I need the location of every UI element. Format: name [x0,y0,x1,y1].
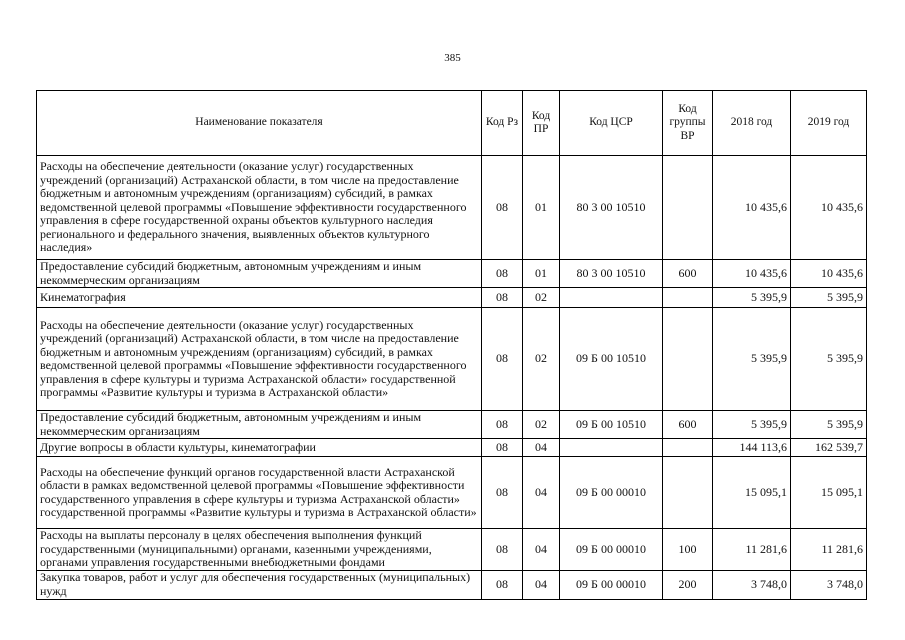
table-row [37,529,867,571]
header-pr: Код ПР [523,91,560,156]
row-pr: 02 [523,288,560,308]
row-2018: 3 748,0 [713,570,791,599]
table-row [37,156,867,260]
row-2019: 11 281,6 [791,529,867,571]
row-pr: 04 [523,457,560,529]
row-name: Закупка товаров, работ и услуг для обеспечения государственных (муниципальных) нужд [37,570,482,599]
row-pr: 02 [523,411,560,439]
header-csr: Код ЦСР [560,91,663,156]
row-2019: 5 395,9 [791,411,867,439]
row-pr: 04 [523,439,560,457]
row-name: Другие вопросы в области культуры, кинематографии [37,439,482,457]
row-rz: 08 [482,308,523,411]
row-vr [663,457,713,529]
row-rz: 08 [482,570,523,599]
row-2019: 3 748,0 [791,570,867,599]
table-row [37,439,867,457]
row-2019: 162 539,7 [791,439,867,457]
header-vr: Код группы ВР [663,91,713,156]
row-2018: 10 435,6 [713,260,791,288]
row-2018: 5 395,9 [713,288,791,308]
row-vr: 100 [663,529,713,571]
row-vr [663,156,713,260]
header-name: Наименование показателя [37,91,482,156]
row-2018: 11 281,6 [713,529,791,571]
row-csr: 09 Б 00 10510 [560,308,663,411]
row-rz: 08 [482,260,523,288]
row-2019: 10 435,6 [791,156,867,260]
row-pr: 04 [523,570,560,599]
row-name: Кинематография [37,288,482,308]
row-2018: 5 395,9 [713,308,791,411]
row-2018: 5 395,9 [713,411,791,439]
row-csr [560,288,663,308]
row-pr: 04 [523,529,560,571]
row-rz: 08 [482,457,523,529]
row-2018: 10 435,6 [713,156,791,260]
row-name: Расходы на обеспечение функций органов государственной власти Астраханской области в рамках ведомственной целевой программы «Повышение эффективности государственного управления в сфере культуры и туризма Астраханской области» государственной программы «Развитие культуры и туризма в Астраханской области» [37,457,482,529]
row-name: Предоставление субсидий бюджетным, автономным учреждениям и иным некоммерческим организациям [37,260,482,288]
row-pr: 01 [523,260,560,288]
row-2018: 15 095,1 [713,457,791,529]
row-csr: 80 3 00 10510 [560,156,663,260]
header-2019: 2019 год [791,91,867,156]
row-vr: 600 [663,411,713,439]
row-csr: 09 Б 00 10510 [560,411,663,439]
table-row [37,411,867,439]
table-header-row [37,91,867,156]
row-vr [663,439,713,457]
row-rz: 08 [482,411,523,439]
row-rz: 08 [482,529,523,571]
row-vr: 600 [663,260,713,288]
row-vr [663,288,713,308]
header-rz: Код Рз [482,91,523,156]
row-name: Расходы на обеспечение деятельности (оказание услуг) государственных учреждений (организаций) Астраханской области, в том числе на предоставление бюджетным и автономным учреждениям (организациям) субсидий, в рамках ведомственной целевой программы «Повышение эффективности государственного управления в сфере государственной охраны объектов культурного наследия регионального и федерального значения, выявленных объектов культурного наследия» [37,156,482,260]
row-csr: 09 Б 00 00010 [560,457,663,529]
header-2018: 2018 год [713,91,791,156]
row-pr: 01 [523,156,560,260]
table-row [37,260,867,288]
row-rz: 08 [482,288,523,308]
row-2019: 5 395,9 [791,288,867,308]
row-2019: 10 435,6 [791,260,867,288]
row-2019: 5 395,9 [791,308,867,411]
table-row [37,457,867,529]
row-2018: 144 113,6 [713,439,791,457]
row-vr: 200 [663,570,713,599]
row-csr [560,439,663,457]
page-number: 385 [444,52,461,64]
row-2019: 15 095,1 [791,457,867,529]
row-vr [663,308,713,411]
table-row [37,308,867,411]
budget-table [36,90,867,600]
table-row [37,288,867,308]
row-pr: 02 [523,308,560,411]
row-csr: 80 3 00 10510 [560,260,663,288]
row-csr: 09 Б 00 00010 [560,570,663,599]
row-rz: 08 [482,439,523,457]
row-name: Расходы на выплаты персоналу в целях обеспечения выполнения функций государственными (муниципальными) органами, казенными учреждениями, органами управления государственными внебюджетными фондами [37,529,482,571]
row-rz: 08 [482,156,523,260]
row-csr: 09 Б 00 00010 [560,529,663,571]
row-name: Предоставление субсидий бюджетным, автономным учреждениям и иным некоммерческим организациям [37,411,482,439]
row-name: Расходы на обеспечение деятельности (оказание услуг) государственных учреждений (организаций) Астраханской области, в том числе на предоставление бюджетным и автономным учреждениям (организациям) субсидий, в рамках ведомственной целевой программы «Повышение эффективности государственного управления в сфере культуры и туризма Астраханской области» государственной программы «Развитие культуры и туризма в Астраханской области» [37,308,482,411]
table-row [37,570,867,599]
